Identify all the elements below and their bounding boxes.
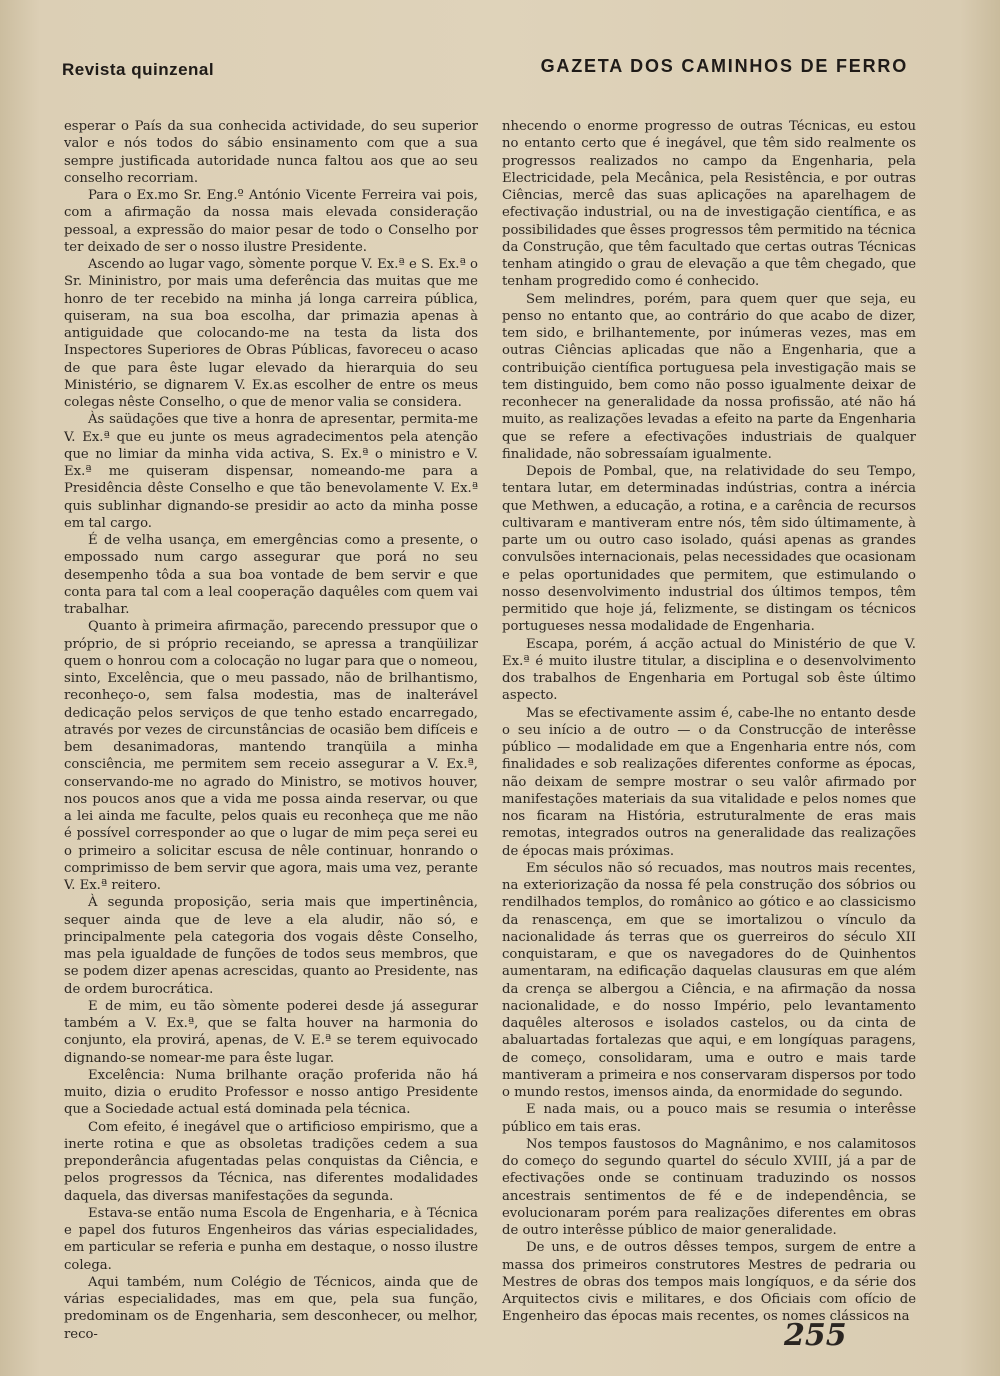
paragraph: Às saüdações que tive a honra de apresentar, permita-me V. Ex.ª que eu junte os meus agradecimentos pela atenção que no limiar da minha vida activa, S. Ex.ª o ministro e V. Ex.ª me quiseram dispensar, nomeando-me para a Presidência dêste Conselho e que tão benevolamente V. Ex.ª quis sublinhar dignando-se presidir ao acto da minha posse em tal cargo.	[64, 412, 478, 531]
paragraph: Mas se efectivamente assim é, cabe-lhe no entanto desde o seu início a de outro — o da Construcção de interêsse público — modalidade em que a Engenharia entre nós, com finalidades e sob realizações diferentes conforme as épocas, não deixam de sempre mostrar o seu valôr afirmado por manifestações materiais da sua vitalidade e pelos nomes que nos ficaram na História, estruturalmente de eras mais remotas, integrados outros na generalidade das realizações de épocas mais próximas.	[502, 705, 916, 859]
paragraph: Escapa, porém, á acção actual do Ministério de que V. Ex.ª é muito ilustre titular, a disciplina e o desenvolvimento dos trabalhos de Engenharia em Portugal sob êste último aspecto.	[502, 636, 916, 704]
paragraph: Com efeito, é inegável que o artificioso empirismo, que a inerte rotina e que as obsoletas tradições cedem a sua preponderância afugentadas pelas conquistas da Ciência, e pelos progressos da Técnica, nas diferentes modalidades daquela, das diversas manifestações da segunda.	[64, 1119, 478, 1204]
paragraph: Para o Ex.mo Sr. Eng.º António Vicente Ferreira vai pois, com a afirmação da nossa mais elevada consideração pessoal, a expressão do maior pesar de todo o Conselho por ter deixado de ser o nosso ilustre Presidente.	[64, 188, 478, 255]
page-number: 255	[784, 1318, 847, 1353]
paragraph: Depois de Pombal, que, na relatividade do seu Tempo, tentara lutar, em determinadas indústrias, contra a inércia que Methwen, a educação, a rotina, e a carência de recursos cultivaram e mantiveram entre nós, têm sido últimamente, à parte um ou outro caso isolado, quási apenas as grandes convulsões internacionais, pelas necessidades que ocasionam e pelas oportunidades que permitem, que estimulando o nosso desenvolvimento industrial dos últimos tempos, têm permitido que hoje já, felizmente, se distingam os técnicos portugueses nessa modalidade de Engenharia.	[502, 464, 916, 635]
header-periodicity: Revista quinzenal	[62, 60, 215, 79]
paragraph: É de velha usança, em emergências como a presente, o empossado num cargo assegurar que porá no seu desempenho tôda a sua boa vontade de bem servir e que conta para tal com a leal cooperação daquêles com quem vai trabalhar.	[64, 533, 478, 617]
paragraph: Em séculos não só recuados, mas noutros mais recentes, na exteriorização da nossa fé pela construção dos sóbrios ou rendilhados templos, do românico ao gótico e ao classicismo da renascença, em que se imortalizou o vínculo da nacionalidade ás terras que os guerreiros do século XII conquistaram, e que os navegadores do de Quinhentos aumentaram, na edificação daquelas clausuras em que além da crença se albergou a Ciência, e na afirmação da nossa nacionalidade, e do nosso Império, pelo levantamento daquêles alterosos e isolados castelos, ou da cinta de abaluartadas fortalezas que aqui, e em longíquas paragens, de começo, consolidaram, uma e outro e mais tarde mantiveram a primeira e nos conservaram dispersos por todo o mundo restos, imensos ainda, da enormidade do segundo.	[502, 860, 916, 1100]
text-column-right	[502, 118, 916, 1326]
text-column-left	[64, 118, 478, 1343]
paragraph: Aqui também, num Colégio de Técnicos, ainda que de várias especialidades, mas em que, pela sua função, predominam os de Engenharia, sem desconhecer, ou melhor, reco-	[64, 1274, 478, 1342]
paragraph: Estava-se então numa Escola de Engenharia, e à Técnica e papel dos futuros Engenheiros das várias especialidades, em particular se referia e punha em destaque, o nosso ilustre colega.	[64, 1205, 478, 1273]
paragraph: nhecendo o enorme progresso de outras Técnicas, eu estou no entanto certo que é inegável, que têm sido realmente os progressos realizados no campo da Engenharia, pela Electricidade, pela Mecânica, pela Resistência, e por outras Ciências, mercê das suas aplicações na aparelhagem de efectivação industrial, ou na de investigação científica, e as possibilidades que êsses progressos têm permitido na técnica da Construção, que têm facultado que certas outras Técnicas tenham atingido o grau de elevação a que têm chegado, que tenham progredido como é conhecido.	[502, 119, 916, 290]
paragraph: Nos tempos faustosos do Magnânimo, e nos calamitosos do começo do segundo quartel do século XVIII, já a par de efectivações onde se continuam traduzindo os nossos ancestrais sentimentos de fé e de independência, se evolucionaram porém para realizações diferentes em obras de outro interêsse público de maior generalidade.	[502, 1136, 916, 1238]
paragraph: De uns, e de outros dêsses tempos, surgem de entre a massa dos primeiros construtores Mestres de pedraria ou Mestres de obras dos tempos mais longíquos, e da série dos Arquitectos civis e militares, e dos Oficiais com ofício de Engenheiro das épocas mais recentes, os nomes clássicos na	[502, 1240, 916, 1325]
paragraph: Excelência: Numa brilhante oração proferida não há muito, dizia o erudito Professor e nosso antigo Presidente que a Sociedade actual está dominada pela técnica.	[64, 1067, 478, 1118]
header-publication-title: GAZETA DOS CAMINHOS DE FERRO	[540, 56, 908, 76]
paragraph: esperar o País da sua conhecida actividade, do seu superior valor e nós todos do sábio ensinamento com que a sua sempre justificada autoridade nunca faltou aos que ao seu conselho recorriam.	[64, 119, 478, 186]
paragraph: E de mim, eu tão sòmente poderei desde já assegurar também a V. Ex.ª, que se falta houver na harmonia do conjunto, ela provirá, apenas, de V. E.ª se terem equivocado dignando-se nomear-me para êste lugar.	[64, 998, 478, 1066]
paragraph: Sem melindres, porém, para quem quer que seja, eu penso no entanto que, ao contrário do que acabo de dizer, tem sido, e brilhantemente, por inúmeras vezes, mas em outras Ciências aplicadas que não a Engenharia, que a contribuição científica portuguesa pela investigação mais se tem distinguido, bem como não posso igualmente deixar de reconhecer na generalidade da nossa profissão, até não há muito, as realizações levadas a efeito na parte da Engenharia que se refere a efectivações industriais de qualquer finalidade, não sobressaíam igualmente.	[502, 291, 916, 462]
paragraph: Ascendo ao lugar vago, sòmente porque V. Ex.ª e S. Ex.ª o Sr. Mininistro, por mais uma deferência das muitas que me honro de ter recebido na minha já longa carreira pública, quiseram, na sua boa escolha, dar primazia apenas à antiguidade que colocando-me na testa da lista dos Inspectores Superiores de Obras Públicas, favoreceu o acaso de que para êste lugar elevado da hierarquia do seu Ministério, se dignarem V. Ex.as escolher de entre os meus colegas nêste Conselho, o que de menor valia se considera.	[64, 257, 478, 410]
paragraph: Quanto à primeira afirmação, parecendo pressupor que o próprio, de si próprio receiando, se apressa a tranqüilizar quem o honrou com a colocação no lugar para que o nomeou, sinto, Excelência, que o meu passado, não de brilhantismo, reconheço-o, sem falsa modestia, mas de inalterável dedicação pelos serviços de que tenho estado encarregado, através por vezes de circunstâncias de ocasião bem difíceis e bem desanimadoras, mantendo tranqüila a minha consciência, me permitem sem receio assegurar a V. Ex.ª, conservando-me no agrado do Ministro, se motivos houver, nos poucos anos que a vida me possa ainda reservar, ou que a lei ainda me faculte, pelos quais eu reconheça que me não é possível corresponder ao que o lugar de mim peça serei eu o primeiro a solicitar escusa de nêle continuar, honrando o comprimisso de bem servir que agora, mais uma vez, perante V. Ex.ª reitero.	[64, 619, 478, 893]
paragraph: À segunda proposição, seria mais que impertinência, sequer ainda que de leve a ela aludir, não só, e principalmente pela categoria dos vogais dêste Conselho, mas pela igualdade de funções de todos seus membros, que se podem dizer apenas acrescidas, quanto ao Presidente, nas de ordem burocrática.	[64, 895, 478, 997]
paragraph: E nada mais, ou a pouco mais se resumia o interêsse público em tais eras.	[502, 1102, 916, 1135]
